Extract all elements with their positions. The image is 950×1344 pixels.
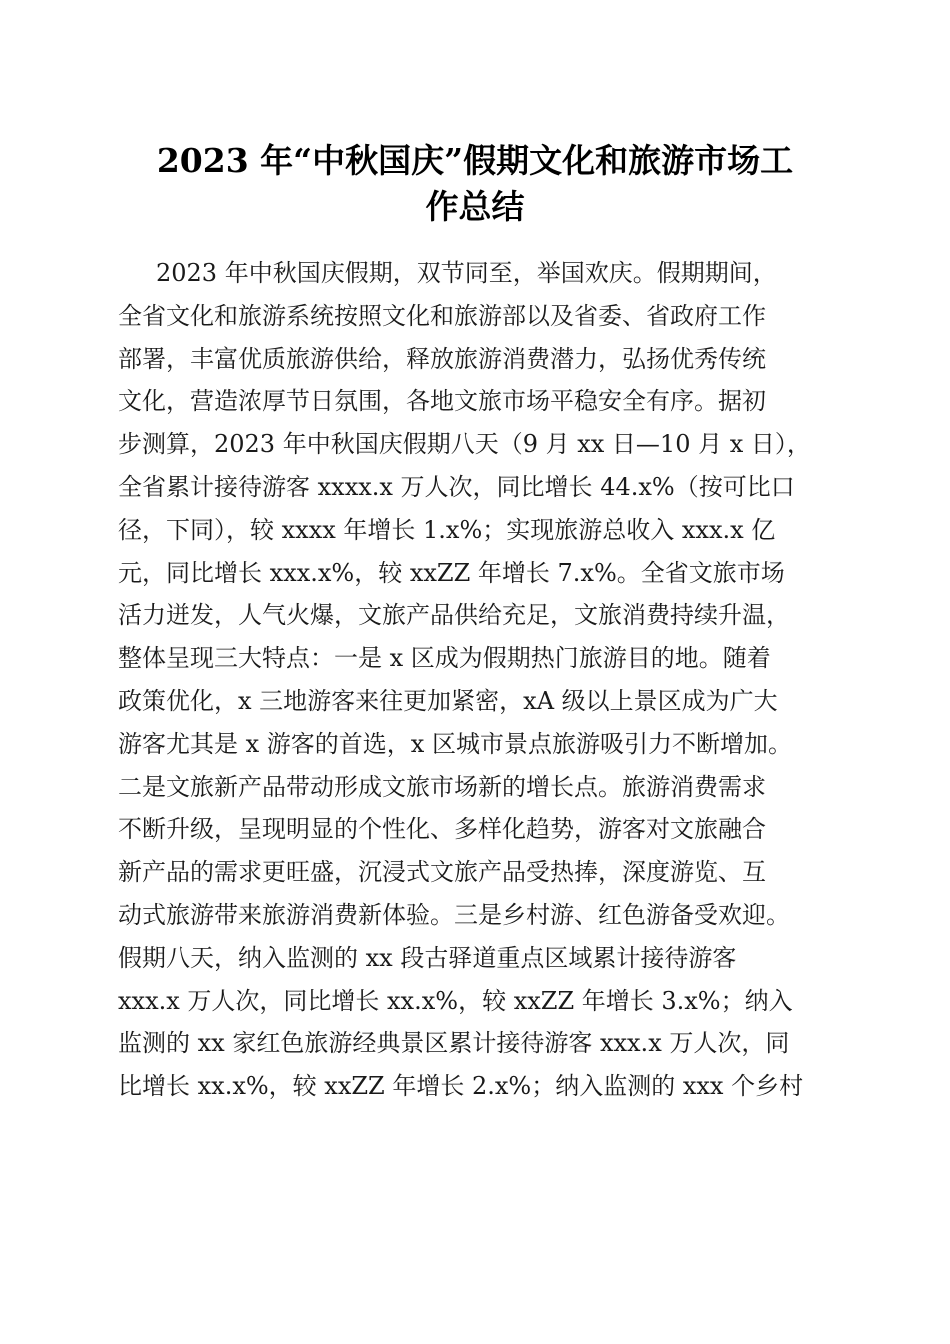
body-line: 元，同比增长 xxx.x%，较 xxZZ 年增长 7.x%。全省文旅市场 <box>118 558 785 587</box>
body-line: 整体呈现三大特点：一是 x 区成为假期热门旅游目的地。随着 <box>118 644 771 673</box>
body-line: xxx.x 万人次，同比增长 xx.x%，较 xxZZ 年增长 3.x%；纳入 <box>118 986 793 1015</box>
body-line: 监测的 xx 家红色旅游经典景区累计接待游客 xxx.x 万人次，同 <box>118 1029 790 1058</box>
body-line: 动式旅游带来旅游消费新体验。三是乡村游、红色游备受欢迎。 <box>118 900 790 929</box>
body-line: 部署，丰富优质旅游供给，释放旅游消费潜力，弘扬优秀传统 <box>118 344 766 373</box>
body-line: 步测算，2023 年中秋国庆假期八天（9 月 xx 日—10 月 x 日）， <box>118 430 811 459</box>
body-line: 全省文化和旅游系统按照文化和旅游部以及省委、省政府工作 <box>118 301 766 330</box>
body-line: 文化，营造浓厚节日氛围，各地文旅市场平稳安全有序。据初 <box>118 387 766 416</box>
body-line: 新产品的需求更旺盛，沉浸式文旅产品受热捧，深度游览、互 <box>118 858 766 887</box>
document-title <box>100 138 850 230</box>
body-line: 游客尤其是 x 游客的首选，x 区城市景点旅游吸引力不断增加。 <box>118 729 792 758</box>
body-line: 2023 年中秋国庆假期，双节同至，举国欢庆。假期期间， <box>156 259 777 287</box>
body-line: 假期八天，纳入监测的 xx 段古驿道重点区域累计接待游客 <box>118 943 737 972</box>
body-line: 全省累计接待游客 xxxx.x 万人次，同比增长 44.x%（按可比口 <box>118 472 795 501</box>
title-line-2: 作总结 <box>425 187 525 226</box>
body-line: 不断升级，呈现明显的个性化、多样化趋势，游客对文旅融合 <box>118 815 766 844</box>
body-line: 径，下同），较 xxxx 年增长 1.x%；实现旅游总收入 xxx.x 亿 <box>118 515 776 544</box>
body-line: 政策优化，x 三地游客来往更加紧密，xA 级以上景区成为广大 <box>118 686 778 715</box>
body-line: 活力迸发，人气火爆，文旅产品供给充足，文旅消费持续升温， <box>118 601 790 630</box>
body-line: 比增长 xx.x%，较 xxZZ 年增长 2.x%；纳入监测的 xxx 个乡村 <box>118 1072 804 1101</box>
body-paragraph <box>118 252 838 1108</box>
title-line-1: 2023 年“中秋国庆”假期文化和旅游市场工 <box>156 141 794 180</box>
body-line: 二是文旅新产品带动形成文旅市场新的增长点。旅游消费需求 <box>118 772 766 801</box>
